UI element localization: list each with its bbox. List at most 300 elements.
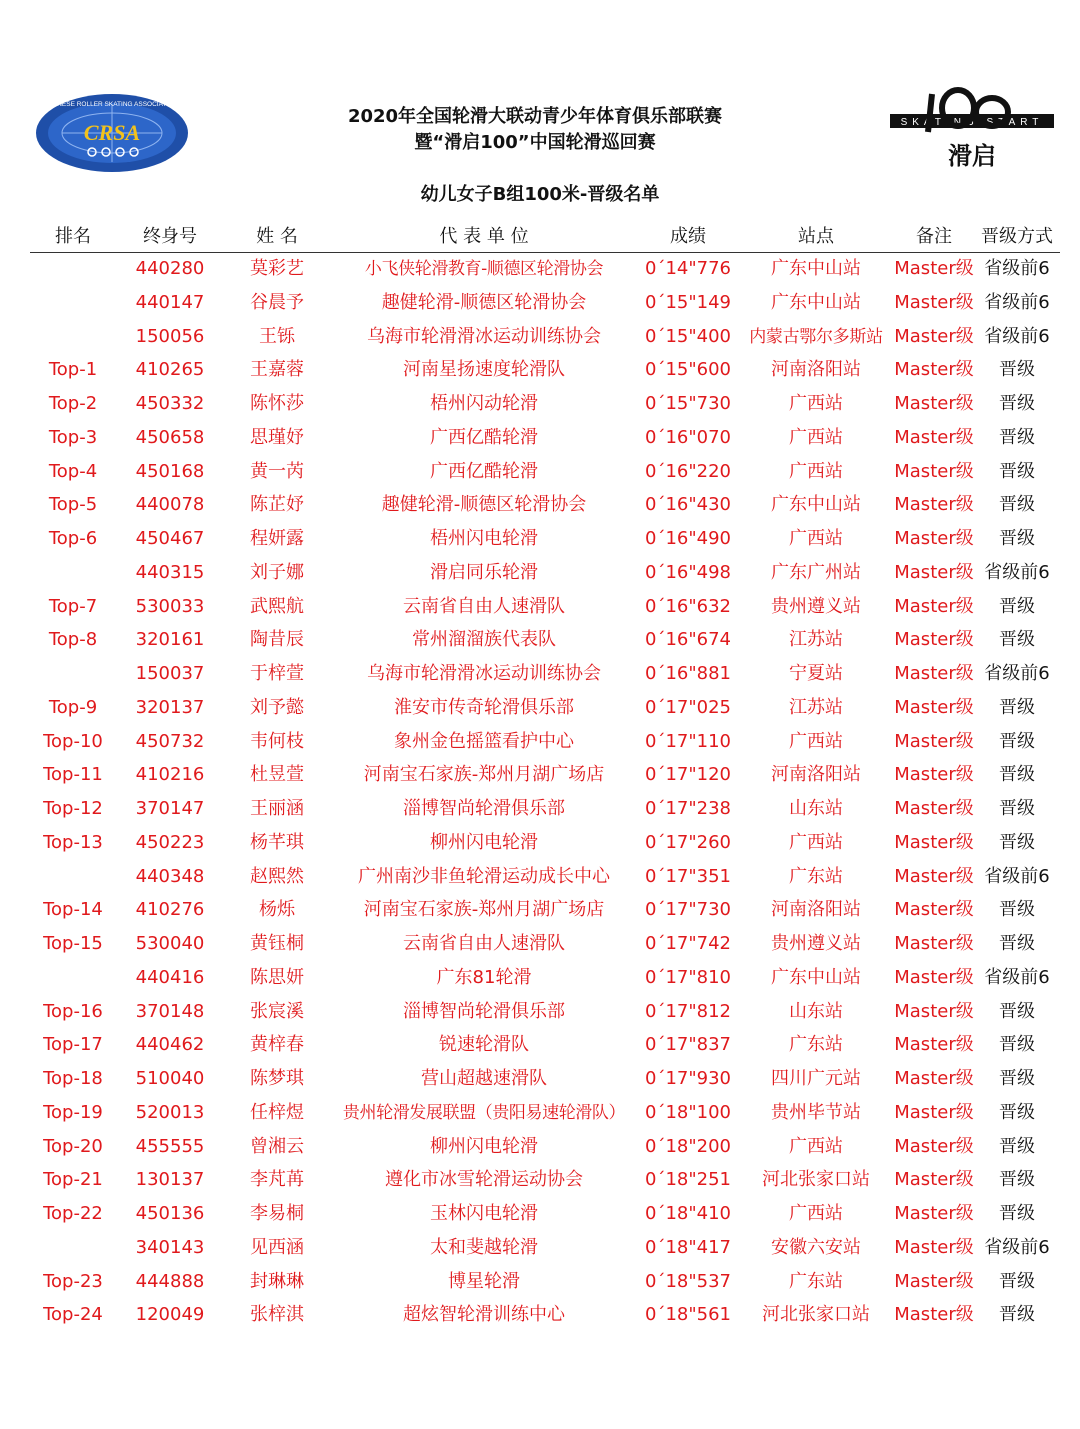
result-cell: 0´16"632 [645, 595, 731, 617]
id-cell: 450732 [135, 730, 205, 752]
table-row [30, 894, 1060, 928]
station-cell: 河南洛阳站 [771, 764, 861, 786]
rank-cell: Top-21 [43, 1169, 103, 1191]
note-cell: Master级 [894, 494, 974, 516]
rank-cell: Top-24 [43, 1304, 103, 1326]
id-cell: 150056 [135, 325, 205, 347]
table-row [30, 591, 1060, 625]
result-cell: 0´18"100 [645, 1101, 731, 1123]
id-cell: 130137 [135, 1169, 205, 1191]
note-cell: Master级 [894, 1101, 974, 1123]
note-cell: Master级 [894, 291, 974, 313]
id-cell: 444888 [135, 1270, 205, 1292]
station-cell: 广东中山站 [771, 258, 861, 279]
rank-cell: Top-13 [43, 831, 103, 853]
note-cell: Master级 [894, 325, 974, 347]
id-cell: 520013 [135, 1101, 205, 1123]
advance-cell: 省级前6 [984, 325, 1050, 347]
result-cell: 0´18"200 [645, 1135, 731, 1157]
advance-cell: 晋级 [999, 494, 1035, 516]
advance-cell: 晋级 [999, 1270, 1035, 1292]
advance-cell: 晋级 [999, 1068, 1035, 1089]
id-cell: 450467 [135, 528, 205, 549]
id-cell: 410276 [135, 899, 205, 921]
result-cell: 0´15"730 [645, 393, 731, 414]
station-cell: 广西站 [789, 426, 843, 448]
advance-cell: 省级前6 [984, 1236, 1050, 1258]
result-cell: 0´16"220 [645, 460, 731, 482]
name-cell: 陈怀莎 [250, 393, 304, 414]
result-cell: 0´16"070 [645, 426, 731, 448]
unit-cell: 超炫智轮滑训练中心 [403, 1304, 565, 1326]
name-cell: 陈梦琪 [250, 1068, 304, 1089]
table-row [30, 624, 1060, 658]
advance-cell: 省级前6 [984, 865, 1050, 887]
advance-cell: 晋级 [999, 1135, 1035, 1157]
name-cell: 曾湘云 [250, 1135, 304, 1157]
unit-cell: 象州金色摇篮看护中心 [394, 730, 574, 752]
id-cell: 440078 [135, 494, 205, 516]
rank-cell: Top-10 [43, 730, 103, 752]
unit-cell: 柳州闪电轮滑 [430, 1135, 538, 1157]
note-cell: Master级 [894, 1068, 974, 1089]
column-header-unit: 代 表 单 位 [439, 226, 529, 247]
station-cell: 广西站 [789, 393, 843, 414]
unit-cell: 贵州轮滑发展联盟（贵阳易速轮滑队） [342, 1102, 626, 1123]
table-row [30, 1232, 1060, 1266]
table-row [30, 456, 1060, 490]
advance-cell: 晋级 [999, 1034, 1035, 1056]
unit-cell: 云南省自由人速滑队 [403, 933, 565, 954]
unit-cell: 云南省自由人速滑队 [403, 595, 565, 617]
station-cell: 广东中山站 [771, 291, 861, 313]
result-cell: 0´15"400 [645, 325, 731, 347]
rank-cell: Top-4 [48, 460, 98, 482]
note-cell: Master级 [894, 595, 974, 617]
table-row [30, 928, 1060, 962]
unit-cell: 玉林闪电轮滑 [430, 1203, 538, 1224]
name-cell: 黄梓春 [250, 1034, 304, 1056]
table-row [30, 287, 1060, 321]
id-cell: 450658 [135, 426, 205, 448]
rank-cell: Top-2 [48, 393, 98, 414]
id-cell: 510040 [135, 1068, 205, 1089]
station-cell: 广西站 [789, 831, 843, 853]
station-cell: 广西站 [789, 1135, 843, 1157]
unit-cell: 锐速轮滑队 [439, 1034, 529, 1056]
advance-cell: 晋级 [999, 730, 1035, 752]
table-row [30, 1063, 1060, 1097]
table-row [30, 692, 1060, 726]
id-cell: 340143 [135, 1236, 205, 1258]
name-cell: 王丽涵 [250, 798, 304, 819]
station-cell: 广东中山站 [771, 494, 861, 516]
logo-crsa-text: CRSA [83, 120, 141, 145]
name-cell: 思瑾妤 [250, 426, 304, 448]
advance-cell: 晋级 [999, 933, 1035, 954]
rank-cell: Top-11 [43, 764, 103, 786]
name-cell: 杨烁 [259, 899, 295, 921]
name-cell: 程妍露 [250, 528, 304, 549]
note-cell: Master级 [894, 629, 974, 651]
table-row [30, 658, 1060, 692]
rank-cell: Top-8 [48, 629, 98, 651]
note-cell: Master级 [894, 528, 974, 549]
advance-cell: 省级前6 [984, 663, 1050, 684]
rank-cell: Top-17 [43, 1034, 103, 1056]
name-cell: 陈思妍 [250, 966, 304, 988]
table-row [30, 253, 1060, 287]
id-cell: 530033 [135, 595, 205, 617]
advance-cell: 晋级 [999, 1203, 1035, 1224]
name-cell: 刘子娜 [250, 561, 304, 583]
unit-cell: 常州溜溜族代表队 [412, 629, 556, 651]
unit-cell: 营山超越速滑队 [421, 1068, 547, 1089]
rank-cell: Top-19 [43, 1101, 103, 1123]
result-cell: 0´18"410 [645, 1203, 731, 1224]
table-row [30, 354, 1060, 388]
result-cell: 0´14"776 [645, 258, 731, 279]
id-cell: 320161 [135, 629, 205, 651]
crsa-logo [34, 92, 190, 174]
note-cell: Master级 [894, 764, 974, 786]
advance-cell: 晋级 [999, 798, 1035, 819]
name-cell: 于梓萱 [250, 663, 304, 684]
advance-cell: 晋级 [999, 764, 1035, 786]
id-cell: 440348 [135, 865, 205, 887]
note-cell: Master级 [894, 899, 974, 921]
unit-cell: 广西亿酷轮滑 [430, 426, 538, 448]
unit-cell: 太和斐越轮滑 [430, 1236, 538, 1258]
list-subtitle: 幼儿女子B组100米-晋级名单 [420, 184, 660, 205]
note-cell: Master级 [894, 359, 974, 381]
advance-cell: 晋级 [999, 1000, 1035, 1022]
station-cell: 广东站 [789, 1270, 843, 1292]
rank-cell: Top-5 [48, 494, 98, 516]
rank-cell: Top-20 [43, 1135, 103, 1157]
logo-arc-text: CHINESE ROLLER SKATING ASSOCIATION [46, 101, 178, 108]
name-cell: 王铄 [259, 325, 295, 347]
station-cell: 河北张家口站 [762, 1169, 870, 1191]
table-row [30, 861, 1060, 895]
result-cell: 0´16"490 [645, 528, 731, 549]
column-header-rank: 排名 [55, 226, 91, 247]
note-cell: Master级 [894, 730, 974, 752]
unit-cell: 博星轮滑 [448, 1270, 520, 1292]
id-cell: 320137 [135, 696, 205, 718]
result-cell: 0´17"238 [645, 798, 731, 819]
name-cell: 陶昔辰 [250, 629, 304, 651]
result-cell: 0´17"025 [645, 696, 731, 718]
column-header-note: 备注 [916, 226, 952, 247]
unit-cell: 滑启同乐轮滑 [430, 561, 538, 583]
note-cell: Master级 [894, 933, 974, 954]
column-header-station: 站点 [798, 226, 834, 247]
advance-cell: 省级前6 [984, 561, 1050, 583]
name-cell: 赵熙然 [250, 865, 304, 887]
id-cell: 440416 [135, 966, 205, 988]
table-row [30, 489, 1060, 523]
station-cell: 贵州遵义站 [771, 595, 861, 617]
advance-cell: 晋级 [999, 393, 1035, 414]
table-row [30, 1164, 1060, 1198]
id-cell: 440280 [135, 258, 205, 279]
result-cell: 0´18"251 [645, 1169, 731, 1191]
id-cell: 440147 [135, 291, 205, 313]
station-cell: 广西站 [789, 1203, 843, 1224]
name-cell: 黄钰桐 [250, 933, 304, 954]
note-cell: Master级 [894, 426, 974, 448]
unit-cell: 柳州闪电轮滑 [430, 831, 538, 853]
note-cell: Master级 [894, 1169, 974, 1191]
result-cell: 0´16"674 [645, 629, 731, 651]
rank-cell: Top-23 [43, 1270, 103, 1292]
results-table [30, 253, 1060, 1333]
result-cell: 0´18"561 [645, 1304, 731, 1326]
unit-cell: 小飞侠轮滑教育-顺德区轮滑协会 [364, 259, 604, 279]
name-cell: 黄一芮 [250, 460, 304, 482]
note-cell: Master级 [894, 258, 974, 279]
name-cell: 杜昱萱 [250, 764, 304, 786]
rank-cell: Top-22 [43, 1203, 103, 1224]
result-cell: 0´17"810 [645, 966, 731, 988]
unit-cell: 广东81轮滑 [436, 966, 532, 988]
result-cell: 0´18"537 [645, 1270, 731, 1292]
rank-cell: Top-16 [43, 1000, 103, 1022]
column-header-result: 成绩 [670, 226, 706, 247]
rank-cell: Top-6 [48, 528, 98, 549]
id-cell: 120049 [135, 1304, 205, 1326]
title-line-1: 2020年全国轮滑大联动青少年体育俱乐部联赛 [347, 106, 723, 127]
station-cell: 河北张家口站 [762, 1304, 870, 1326]
id-cell: 440315 [135, 561, 205, 583]
table-row [30, 422, 1060, 456]
rank-cell: Top-9 [48, 696, 98, 718]
station-cell: 山东站 [789, 1000, 843, 1022]
name-cell: 李芃苒 [250, 1169, 304, 1191]
advance-cell: 晋级 [999, 595, 1035, 617]
name-cell: 刘予懿 [250, 696, 304, 718]
skating-start-logo [888, 86, 1058, 174]
unit-cell: 河南星扬速度轮滑队 [403, 359, 565, 381]
name-cell: 王嘉蓉 [250, 359, 304, 381]
table-row [30, 1266, 1060, 1300]
station-cell: 广西站 [789, 528, 843, 549]
station-cell: 江苏站 [789, 696, 843, 718]
table-row [30, 726, 1060, 760]
table-header [30, 218, 1060, 253]
advance-cell: 晋级 [999, 426, 1035, 448]
name-cell: 封琳琳 [250, 1270, 304, 1292]
note-cell: Master级 [894, 1034, 974, 1056]
unit-cell: 乌海市轮滑滑冰运动训练协会 [367, 325, 601, 347]
id-cell: 150037 [135, 663, 205, 684]
id-cell: 450332 [135, 393, 205, 414]
note-cell: Master级 [894, 696, 974, 718]
rank-cell: Top-14 [43, 899, 103, 921]
station-cell: 广东站 [789, 1034, 843, 1056]
station-cell: 江苏站 [789, 629, 843, 651]
station-cell: 内蒙古鄂尔多斯站 [749, 326, 883, 347]
note-cell: Master级 [894, 1270, 974, 1292]
name-cell: 李易桐 [250, 1203, 304, 1224]
advance-cell: 省级前6 [984, 258, 1050, 279]
advance-cell: 省级前6 [984, 966, 1050, 988]
table-row [30, 996, 1060, 1030]
rank-cell: Top-3 [48, 426, 98, 448]
title-line-2: 暨“滑启100”中国轮滑巡回赛 [414, 132, 656, 153]
result-cell: 0´15"149 [645, 291, 731, 313]
id-cell: 410216 [135, 764, 205, 786]
name-cell: 谷晨予 [250, 291, 304, 313]
unit-cell: 河南宝石家族-郑州月湖广场店 [363, 899, 605, 921]
station-cell: 河南洛阳站 [771, 899, 861, 921]
rank-cell: Top-12 [43, 798, 103, 819]
logo-caption-text: 滑启 [948, 142, 996, 170]
unit-cell: 遵化市冰雪轮滑运动协会 [385, 1169, 583, 1191]
column-header-id: 终身号 [143, 226, 197, 247]
column-header-advance: 晋级方式 [981, 226, 1053, 247]
result-cell: 0´17"837 [645, 1034, 731, 1056]
note-cell: Master级 [894, 663, 974, 684]
result-cell: 0´17"742 [645, 933, 731, 954]
note-cell: Master级 [894, 865, 974, 887]
station-cell: 河南洛阳站 [771, 359, 861, 381]
result-cell: 0´17"730 [645, 899, 731, 921]
note-cell: Master级 [894, 798, 974, 819]
unit-cell: 梧州闪动轮滑 [430, 393, 538, 414]
advance-cell: 晋级 [999, 1169, 1035, 1191]
name-cell: 莫彩艺 [250, 258, 304, 279]
station-cell: 宁夏站 [789, 663, 843, 684]
unit-cell: 趣健轮滑-顺德区轮滑协会 [381, 291, 587, 313]
result-cell: 0´16"498 [645, 561, 731, 583]
result-cell: 0´17"120 [645, 764, 731, 786]
result-cell: 0´16"881 [645, 663, 731, 684]
result-cell: 0´17"930 [645, 1068, 731, 1089]
advance-cell: 晋级 [999, 359, 1035, 381]
unit-cell: 梧州闪电轮滑 [430, 528, 538, 549]
station-cell: 山东站 [789, 798, 843, 819]
advance-cell: 晋级 [999, 831, 1035, 853]
note-cell: Master级 [894, 1203, 974, 1224]
result-cell: 0´17"110 [645, 730, 731, 752]
id-cell: 530040 [135, 933, 205, 954]
station-cell: 广西站 [789, 460, 843, 482]
name-cell: 张宸溪 [250, 1000, 304, 1022]
id-cell: 450136 [135, 1203, 205, 1224]
unit-cell: 广西亿酷轮滑 [430, 460, 538, 482]
table-row [30, 1198, 1060, 1232]
table-row [30, 1029, 1060, 1063]
advance-cell: 晋级 [999, 1101, 1035, 1123]
result-cell: 0´17"351 [645, 865, 731, 887]
unit-cell: 淄博智尚轮滑俱乐部 [403, 798, 565, 819]
advance-cell: 晋级 [999, 460, 1035, 482]
table-row [30, 321, 1060, 355]
unit-cell: 广州南沙非鱼轮滑运动成长中心 [358, 865, 610, 887]
note-cell: Master级 [894, 1236, 974, 1258]
note-cell: Master级 [894, 1135, 974, 1157]
rank-cell: Top-1 [48, 359, 98, 381]
result-cell: 0´15"600 [645, 359, 731, 381]
advance-cell: 晋级 [999, 899, 1035, 921]
result-cell: 0´17"260 [645, 831, 731, 853]
table-row [30, 793, 1060, 827]
station-cell: 广西站 [789, 730, 843, 752]
rank-cell: Top-7 [48, 595, 98, 617]
id-cell: 440462 [135, 1034, 205, 1056]
station-cell: 广东中山站 [771, 966, 861, 988]
table-row [30, 827, 1060, 861]
name-cell: 杨芊琪 [250, 831, 304, 853]
advance-cell: 晋级 [999, 696, 1035, 718]
note-cell: Master级 [894, 460, 974, 482]
name-cell: 陈芷妤 [250, 494, 304, 516]
station-cell: 贵州毕节站 [771, 1101, 861, 1123]
station-cell: 广东广州站 [771, 561, 861, 583]
id-cell: 450223 [135, 831, 205, 853]
table-row [30, 759, 1060, 793]
id-cell: 450168 [135, 460, 205, 482]
rank-cell: Top-15 [43, 933, 103, 954]
logo-band-text: SKATING START [900, 117, 1044, 128]
advance-cell: 晋级 [999, 629, 1035, 651]
note-cell: Master级 [894, 1304, 974, 1326]
column-header-name: 姓 名 [256, 226, 298, 247]
note-cell: Master级 [894, 831, 974, 853]
id-cell: 370147 [135, 798, 205, 819]
station-cell: 安徽六安站 [771, 1236, 861, 1258]
rank-cell: Top-18 [43, 1068, 103, 1089]
table-row [30, 962, 1060, 996]
station-cell: 广东站 [789, 865, 843, 887]
advance-cell: 晋级 [999, 1304, 1035, 1326]
table-row [30, 1097, 1060, 1131]
table-row [30, 523, 1060, 557]
id-cell: 370148 [135, 1000, 205, 1022]
name-cell: 张梓淇 [250, 1304, 304, 1326]
name-cell: 任梓煜 [250, 1101, 304, 1123]
advance-cell: 省级前6 [984, 291, 1050, 313]
station-cell: 四川广元站 [771, 1068, 861, 1089]
result-cell: 0´18"417 [645, 1236, 731, 1258]
page-title [280, 104, 790, 156]
note-cell: Master级 [894, 966, 974, 988]
unit-cell: 淄博智尚轮滑俱乐部 [403, 1000, 565, 1022]
note-cell: Master级 [894, 1000, 974, 1022]
table-row [30, 1131, 1060, 1165]
id-cell: 410265 [135, 359, 205, 381]
unit-cell: 河南宝石家族-郑州月湖广场店 [363, 764, 605, 786]
name-cell: 见西涵 [250, 1236, 304, 1258]
result-cell: 0´17"812 [645, 1000, 731, 1022]
table-row [30, 388, 1060, 422]
name-cell: 韦何枝 [250, 730, 304, 752]
unit-cell: 趣健轮滑-顺德区轮滑协会 [381, 494, 587, 516]
note-cell: Master级 [894, 561, 974, 583]
note-cell: Master级 [894, 393, 974, 414]
name-cell: 武熙航 [250, 595, 304, 617]
unit-cell: 淮安市传奇轮滑俱乐部 [394, 696, 574, 718]
table-row [30, 1299, 1060, 1333]
unit-cell: 乌海市轮滑滑冰运动训练协会 [367, 663, 601, 684]
table-row [30, 557, 1060, 591]
advance-cell: 晋级 [999, 528, 1035, 549]
station-cell: 贵州遵义站 [771, 933, 861, 954]
result-cell: 0´16"430 [645, 494, 731, 516]
id-cell: 455555 [135, 1135, 205, 1157]
